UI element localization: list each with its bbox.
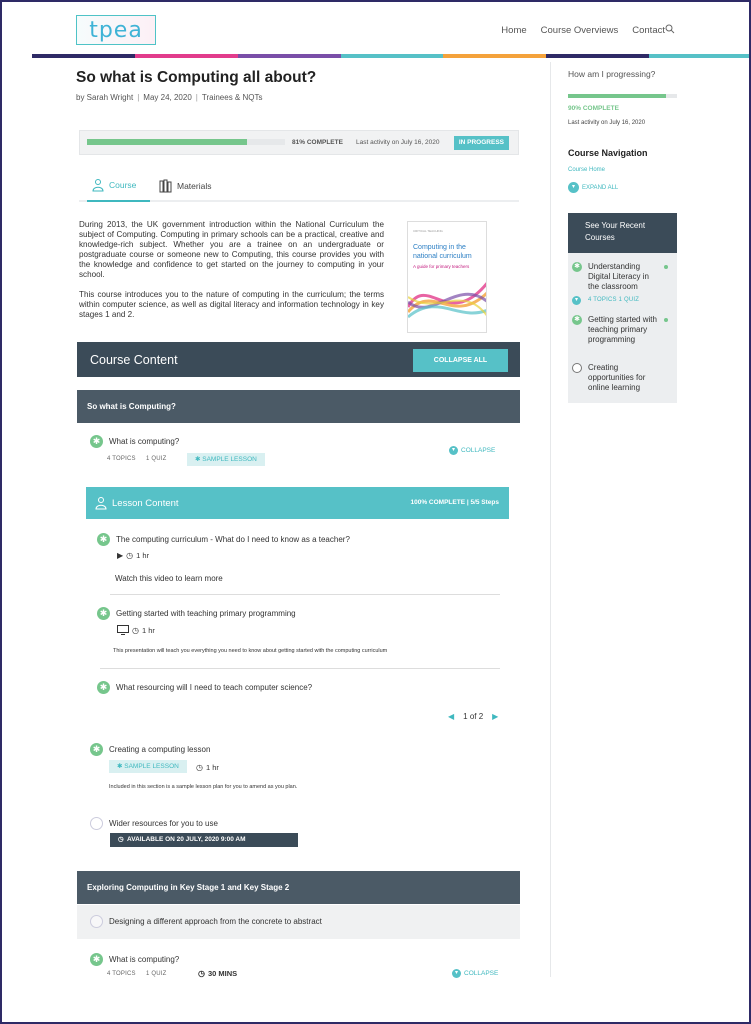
topic-item[interactable] [97, 533, 350, 546]
topic-title[interactable]: Getting started with teaching primary programming [116, 609, 296, 618]
duration-label: 1 hr [141, 625, 155, 635]
books-icon [159, 179, 173, 193]
stripe-segment [135, 54, 238, 58]
topic-title[interactable]: The computing curriculum - What do I need to know as a teacher? [116, 535, 350, 544]
topic-description: This presentation will teach you everything you need to know about getting started with the computing curriculum [113, 648, 388, 654]
page-label: 1 of 2 [463, 712, 484, 721]
duration-label: 30 MINS [207, 969, 238, 978]
stripe-segment [238, 54, 341, 58]
sample-lesson-badge: ✱ SAMPLE LESSON [187, 453, 265, 466]
recent-courses-title: See Your Recent Courses [568, 213, 677, 253]
book-wave-art [408, 222, 487, 333]
availability-label: AVAILABLE ON 20 JULY, 2020 9:00 AM [127, 836, 246, 843]
lesson-what-is-computing[interactable] [90, 953, 179, 966]
lesson-designing-approach[interactable] [90, 915, 322, 928]
lesson-duration [196, 763, 219, 772]
section-header[interactable]: So what is Computing? [77, 390, 520, 423]
lesson-topics-count: 4 TOPICS [107, 971, 136, 977]
logo-text: tpea [89, 17, 143, 43]
nav-course-overviews[interactable]: Course Overviews [540, 25, 619, 36]
recent-course-item[interactable]: Creating opportunities for online learning [588, 363, 646, 392]
nav-home[interactable]: Home [501, 25, 527, 36]
badge-label: SAMPLE LESSON [202, 456, 257, 463]
course-tabs [79, 170, 519, 202]
check-icon: ✱ [572, 315, 582, 325]
color-stripe [32, 54, 751, 58]
section-header[interactable]: Exploring Computing in Key Stage 1 and Key Stage 2 [77, 871, 520, 904]
monitor-icon [117, 625, 129, 635]
lesson-what-is-computing[interactable] [90, 435, 179, 448]
collapse-label: COLLAPSE [464, 970, 499, 977]
byline-date: May 24, 2020 [143, 93, 192, 102]
sidebar-progress-bar [568, 94, 677, 98]
recent-course-item[interactable]: Understanding Digital Literacy in the classroom [588, 262, 649, 291]
lesson-title[interactable]: Creating a computing lesson [109, 745, 211, 754]
book-cover-image [407, 221, 487, 333]
sample-lesson-badge: ✱ SAMPLE LESSON [109, 760, 187, 773]
lesson-title[interactable]: Wider resources for you to use [109, 819, 218, 828]
search-icon[interactable] [665, 24, 675, 34]
book-subtitle: A guide for primary teachers [413, 264, 470, 269]
lesson-wider-resources[interactable] [90, 817, 218, 830]
check-icon: ✱ [90, 435, 103, 448]
check-icon: ✱ [97, 681, 110, 694]
collapse-label: COLLAPSE [461, 447, 496, 454]
tab-course-label: Course [109, 180, 137, 190]
lesson-content-title: Lesson Content [112, 498, 179, 509]
sidebar-last-activity: Last activity on July 16, 2020 [568, 120, 646, 126]
progress-fill [87, 139, 247, 145]
recent-course-meta: 4 TOPICS 1 QUIZ [588, 297, 640, 303]
lesson-duration [198, 969, 237, 978]
description-p2: This course introduces you to the nature of computing in the curriculum; the terms within computer science, as well as digital literacy and information technology in key stages 1 and 2. [79, 289, 384, 319]
play-icon: ▶ [117, 551, 124, 560]
book-title: Computing in the national curriculum [413, 244, 472, 260]
course-content-title: Course Content [90, 353, 178, 367]
lesson-content-header [86, 487, 509, 519]
expand-all-label: EXPAND ALL [582, 184, 619, 191]
chevron-down-icon: ▾ [568, 182, 579, 193]
chevron-down-icon: ▾ [452, 969, 461, 978]
empty-circle-icon [572, 363, 582, 373]
sidebar-progress-fill [568, 94, 666, 98]
teacher-icon [94, 496, 108, 510]
lesson-creating-computing[interactable] [90, 743, 210, 756]
byline-category[interactable]: Trainees & NQTs [201, 93, 263, 102]
collapse-link[interactable] [452, 969, 498, 978]
pagination [448, 712, 498, 721]
site-logo[interactable] [76, 15, 156, 45]
status-dot [664, 318, 668, 322]
status-dot [664, 265, 668, 269]
availability-banner [110, 833, 298, 847]
empty-circle-icon [90, 915, 103, 928]
sidebar-progress-title: How am I progressing? [568, 69, 656, 79]
stripe-segment [443, 54, 546, 58]
lesson-title[interactable]: Designing a different approach from the concrete to abstract [109, 917, 322, 926]
chevron-down-icon[interactable]: ▾ [572, 296, 581, 305]
nav-contact[interactable]: Contact [632, 25, 665, 36]
clock-icon: ◷ [196, 763, 203, 772]
lesson-topics-count: 4 TOPICS [107, 456, 136, 462]
last-activity: Last activity on July 16, 2020 [356, 139, 440, 146]
duration-label: 1 hr [205, 763, 219, 772]
duration-label: 1 hr [136, 551, 150, 560]
main-nav [501, 25, 665, 36]
topic-duration [117, 625, 155, 635]
course-progress [79, 130, 519, 155]
chevron-down-icon: ▾ [449, 446, 458, 455]
clock-icon: ◷ [198, 969, 205, 978]
recent-course-item[interactable]: Getting started with teaching primary programming [588, 315, 657, 344]
topic-title[interactable]: What resourcing will I need to teach computer science? [116, 683, 313, 692]
topic-description: Watch this video to learn more [115, 574, 223, 583]
lesson-description: Included in this section is a sample lesson plan for you to amend as you plan. [109, 784, 298, 790]
status-badge: IN PROGRESS [454, 136, 509, 150]
stripe-segment [649, 54, 751, 58]
prev-page-icon[interactable]: ◀ [448, 712, 455, 721]
collapse-link[interactable] [449, 446, 495, 455]
lesson-content-status: 100% COMPLETE | 5/5 Steps [410, 499, 499, 506]
tab-course[interactable] [87, 170, 150, 202]
divider [100, 668, 500, 669]
course-content-header [77, 342, 520, 377]
next-page-icon[interactable]: ▶ [492, 712, 499, 721]
check-icon: ✱ [90, 953, 103, 966]
check-icon: ✱ [97, 533, 110, 546]
page-title: So what is Computing all about? [76, 69, 317, 86]
main-content [76, 62, 522, 102]
expand-all-button[interactable] [568, 182, 618, 193]
collapse-all-button[interactable]: COLLAPSE ALL [413, 349, 508, 372]
course-description [79, 220, 384, 320]
empty-circle-icon [90, 817, 103, 830]
clock-icon: ◷ [118, 836, 124, 843]
divider [110, 594, 500, 595]
book-series-label: CRITICAL TEACHING [413, 229, 443, 233]
lesson-quiz-count: 1 QUIZ [146, 456, 167, 462]
teacher-icon [91, 178, 105, 192]
lesson-title[interactable]: What is computing? [109, 437, 180, 446]
sidebar-divider [550, 62, 551, 977]
clock-icon: ◷ [132, 625, 139, 635]
stripe-segment [32, 54, 135, 58]
clock-icon: ◷ [126, 551, 134, 560]
tab-materials[interactable] [159, 170, 211, 202]
topic-item[interactable] [97, 681, 312, 694]
check-icon: ✱ [572, 262, 582, 272]
progress-bar [87, 139, 285, 145]
topic-duration [117, 551, 149, 560]
recent-courses-panel [568, 213, 677, 403]
sidebar-progress-percent: 90% COMPLETE [568, 105, 619, 112]
byline: by Sarah Wright | May 24, 2020 | Trainees & NQTs [76, 93, 263, 102]
badge-label: SAMPLE LESSON [124, 763, 179, 770]
byline-author[interactable]: by Sarah Wright [76, 93, 134, 102]
stripe-segment [341, 54, 444, 58]
lesson-quiz-count: 1 QUIZ [146, 971, 167, 977]
topic-item[interactable] [97, 607, 296, 620]
stripe-segment [546, 54, 649, 58]
site-header [2, 2, 749, 54]
course-navigation-title: Course Navigation [568, 148, 648, 158]
progress-percent: 81% COMPLETE [292, 139, 343, 146]
check-icon: ✱ [97, 607, 110, 620]
lesson-title[interactable]: What is computing? [109, 955, 180, 964]
course-home-link[interactable]: Course Home [568, 167, 606, 173]
tab-materials-label: Materials [177, 181, 212, 191]
description-p1: During 2013, the UK government introduction within the National Curriculum the subject of Computing. Computing in primary schools can be a practical, creative and knowledge-rich subject. Whether you are a trainee on an undergraduate or postgraduate course or someone new to Computing, this course provides you with the knowledge and confidence to get started on the journey to computing in your school. [79, 220, 384, 280]
check-icon: ✱ [90, 743, 103, 756]
